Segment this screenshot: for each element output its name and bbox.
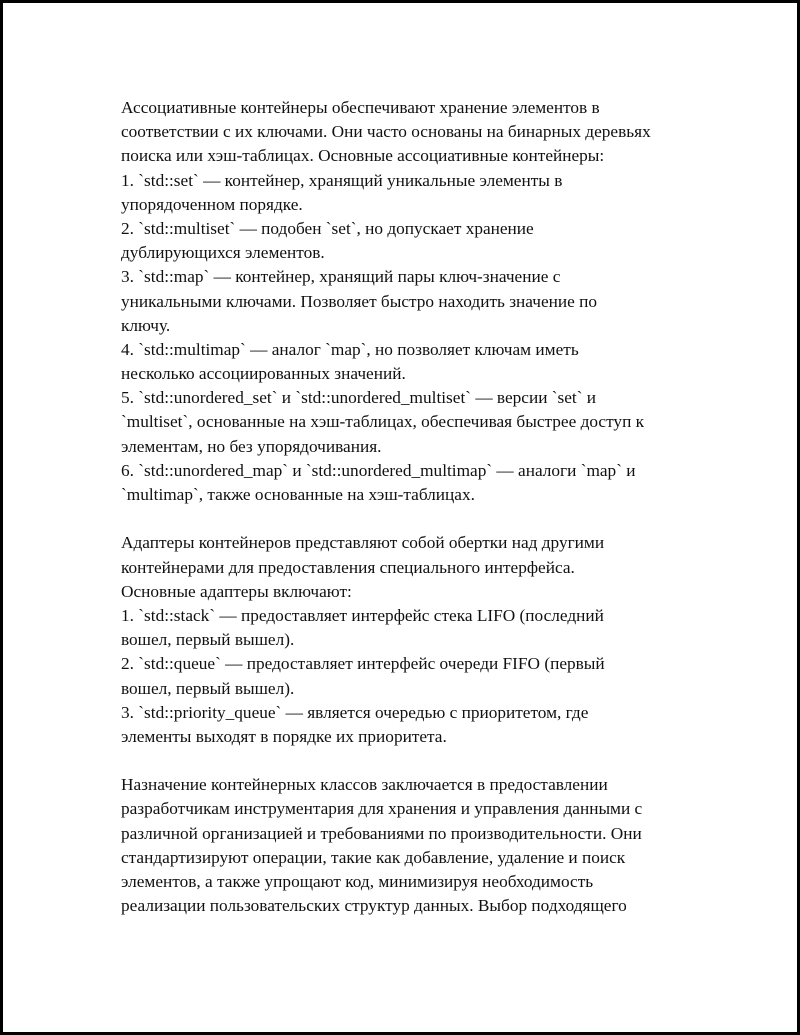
paragraph-container-adapters (121, 531, 721, 749)
paragraph-spacer (121, 507, 721, 531)
text-line: 2. `std::multiset` — подобен `set`, но допускает хранение (121, 218, 534, 238)
document-body (121, 96, 721, 918)
paragraph-container-purpose (121, 773, 721, 918)
text-line: уникальными ключами. Позволяет быстро находить значение по (121, 291, 598, 311)
text-line: Адаптеры контейнеров представляют собой обертки над другими (121, 533, 605, 553)
text-line: Назначение контейнерных классов заключается в предоставлении (121, 775, 608, 795)
text-line: соответствии с их ключами. Они часто основаны на бинарных деревьях (121, 122, 651, 142)
text-line: несколько ассоциированных значений. (121, 364, 406, 384)
text-line: упорядоченном порядке. (121, 194, 303, 214)
text-line: стандартизируют операции, такие как добавление, удаление и поиск (121, 847, 626, 867)
text-line: различной организацией и требованиями по производительности. Они (121, 823, 642, 843)
text-line: `multiset`, основанные на хэш-таблицах, обеспечивая быстрее доступ к (121, 412, 645, 432)
text-line: 3. `std::priority_queue` — является очередью с приоритетом, где (121, 702, 589, 722)
text-line: вошел, первый вышел). (121, 630, 295, 650)
text-line: элементам, но без упорядочивания. (121, 436, 382, 456)
text-line: Основные адаптеры включают: (121, 581, 352, 601)
text-line: разработчикам инструментария для хранения и управления данными с (121, 799, 643, 819)
text-line: 1. `std::set` — контейнер, хранящий уникальные элементы в (121, 170, 563, 190)
text-line: Ассоциативные контейнеры обеспечивают хранение элементов в (121, 98, 600, 117)
text-line: 6. `std::unordered_map` и `std::unordered_multimap` — аналоги `map` и (121, 460, 636, 480)
text-line: 2. `std::queue` — предоставляет интерфейс очереди FIFO (первый (121, 654, 605, 674)
text-line: 4. `std::multimap` — аналог `map`, но позволяет ключам иметь (121, 339, 579, 359)
text-line: `multimap`, также основанные на хэш-таблицах. (121, 485, 475, 504)
text-line: 5. `std::unordered_set` и `std::unordered_multiset` — версии `set` и (121, 388, 597, 408)
text-line: элементов, а также упрощают код, минимизируя необходимость (121, 872, 594, 891)
paragraph-associative-containers (121, 96, 721, 507)
text-line: 1. `std::stack` — предоставляет интерфейс стека LIFO (последний (121, 605, 604, 625)
text-line: ключу. (121, 315, 171, 335)
text-line: 3. `std::map` — контейнер, хранящий пары ключ-значение с (121, 267, 561, 287)
text-line: вошел, первый вышел). (121, 678, 295, 698)
text-line: элементы выходят в порядке их приоритета. (121, 726, 447, 746)
text-line: контейнерами для предоставления специального интерфейса. (121, 557, 575, 577)
paragraph-spacer (121, 749, 721, 773)
text-line: дублирующихся элементов. (121, 243, 325, 263)
text-line: поиска или хэш-таблицах. Основные ассоциативные контейнеры: (121, 146, 605, 166)
text-line: реализации пользовательских структур данных. Выбор подходящего (121, 896, 627, 916)
